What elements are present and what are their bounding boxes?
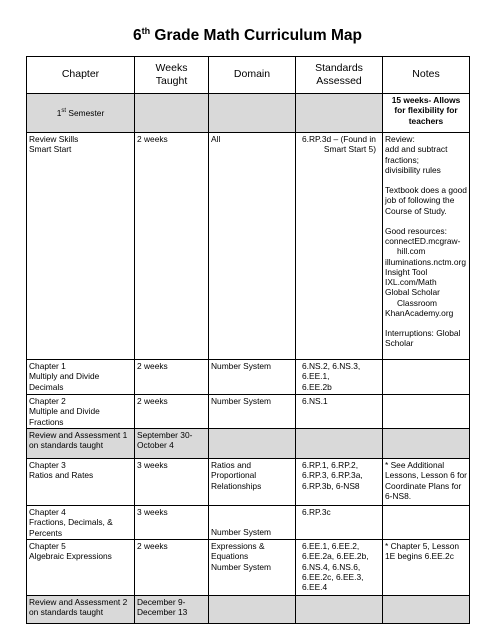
semester-label: 1st Semester <box>27 94 135 133</box>
table-row <box>27 360 470 395</box>
review-row <box>27 429 470 459</box>
weeks-cell: 2 weeks <box>135 133 209 360</box>
semester-row <box>27 94 470 133</box>
standards-cell: 6.RP.3c <box>296 506 383 540</box>
page-title: 6th Grade Math Curriculum Map <box>133 26 362 45</box>
weeks-cell: December 9- December 13 <box>135 596 209 624</box>
weeks-cell: 2 weeks <box>135 540 209 596</box>
chapter-cell: Chapter 5 Algebraic Expressions <box>27 540 135 596</box>
curriculum-table <box>26 56 470 624</box>
weeks-cell: September 30- October 4 <box>135 429 209 459</box>
table-row <box>27 395 470 429</box>
standards-cell: 6.EE.1, 6.EE.2, 6.EE.2a, 6.EE.2b, 6.NS.4, 6.NS.6, 6.EE.2c, 6.EE.3, 6.EE.4 <box>296 540 383 596</box>
notes-cell <box>383 506 470 540</box>
domain-cell: Number System <box>209 395 296 429</box>
review-row <box>27 596 470 624</box>
table-row <box>27 540 470 596</box>
header-domain: Domain <box>209 57 296 94</box>
semester-note: 15 weeks- Allows for flexibility for teachers <box>383 94 470 133</box>
weeks-cell: 2 weeks <box>135 360 209 395</box>
header-chapter: Chapter <box>27 57 135 94</box>
weeks-cell: 2 weeks <box>135 395 209 429</box>
domain-cell: Number System <box>209 360 296 395</box>
header-row <box>27 57 470 94</box>
standards-cell: 6.NS.1 <box>296 395 383 429</box>
header-standards: Standards Assessed <box>296 57 383 94</box>
standards-cell: 6.NS.2, 6.NS.3, 6.EE.1, 6.EE.2b <box>296 360 383 395</box>
chapter-cell: Chapter 4 Fractions, Decimals, & Percents <box>27 506 135 540</box>
table-row <box>27 459 470 506</box>
standards-cell: 6.RP.1, 6.RP.2, 6.RP.3, 6.RP.3a, 6.RP.3b, 6-NS8 <box>296 459 383 506</box>
notes-cell <box>383 360 470 395</box>
chapter-cell: Review Skills Smart Start <box>27 133 135 360</box>
chapter-cell: Chapter 3 Ratios and Rates <box>27 459 135 506</box>
notes-cell: Review: add and subtract fractions; divisibility rules Textbook does a good job of following the Course of Study. Good resources: connectED.mcgraw- hill.com illuminations.nctm.org Insight Tool IXL.com/Math Global Scholar Classroom KhanAcademy.org Interruptions: Global Scholar <box>383 133 470 360</box>
notes-cell <box>383 395 470 429</box>
chapter-cell: Review and Assessment 2 on standards taught <box>27 596 135 624</box>
chapter-cell: Chapter 2 Multiple and Divide Fractions <box>27 395 135 429</box>
standards-cell: 6.RP.3d – (Found in Smart Start 5) <box>296 133 383 360</box>
weeks-cell: 3 weeks <box>135 506 209 540</box>
domain-cell: All <box>209 133 296 360</box>
notes-cell: * Chapter 5, Lesson 1E begins 6.EE.2c <box>383 540 470 596</box>
domain-cell: Ratios and Proportional Relationships <box>209 459 296 506</box>
header-weeks: Weeks Taught <box>135 57 209 94</box>
table-row <box>27 506 470 540</box>
weeks-cell: 3 weeks <box>135 459 209 506</box>
chapter-cell: Chapter 1 Multiply and Divide Decimals <box>27 360 135 395</box>
table-row <box>27 133 470 360</box>
notes-cell: * See Additional Lessons, Lesson 6 for Coordinate Plans for 6-NS8. <box>383 459 470 506</box>
chapter-cell: Review and Assessment 1 on standards taught <box>27 429 135 459</box>
header-notes: Notes <box>383 57 470 94</box>
domain-cell: Expressions & Equations Number System <box>209 540 296 596</box>
domain-cell: Number System <box>209 506 296 540</box>
